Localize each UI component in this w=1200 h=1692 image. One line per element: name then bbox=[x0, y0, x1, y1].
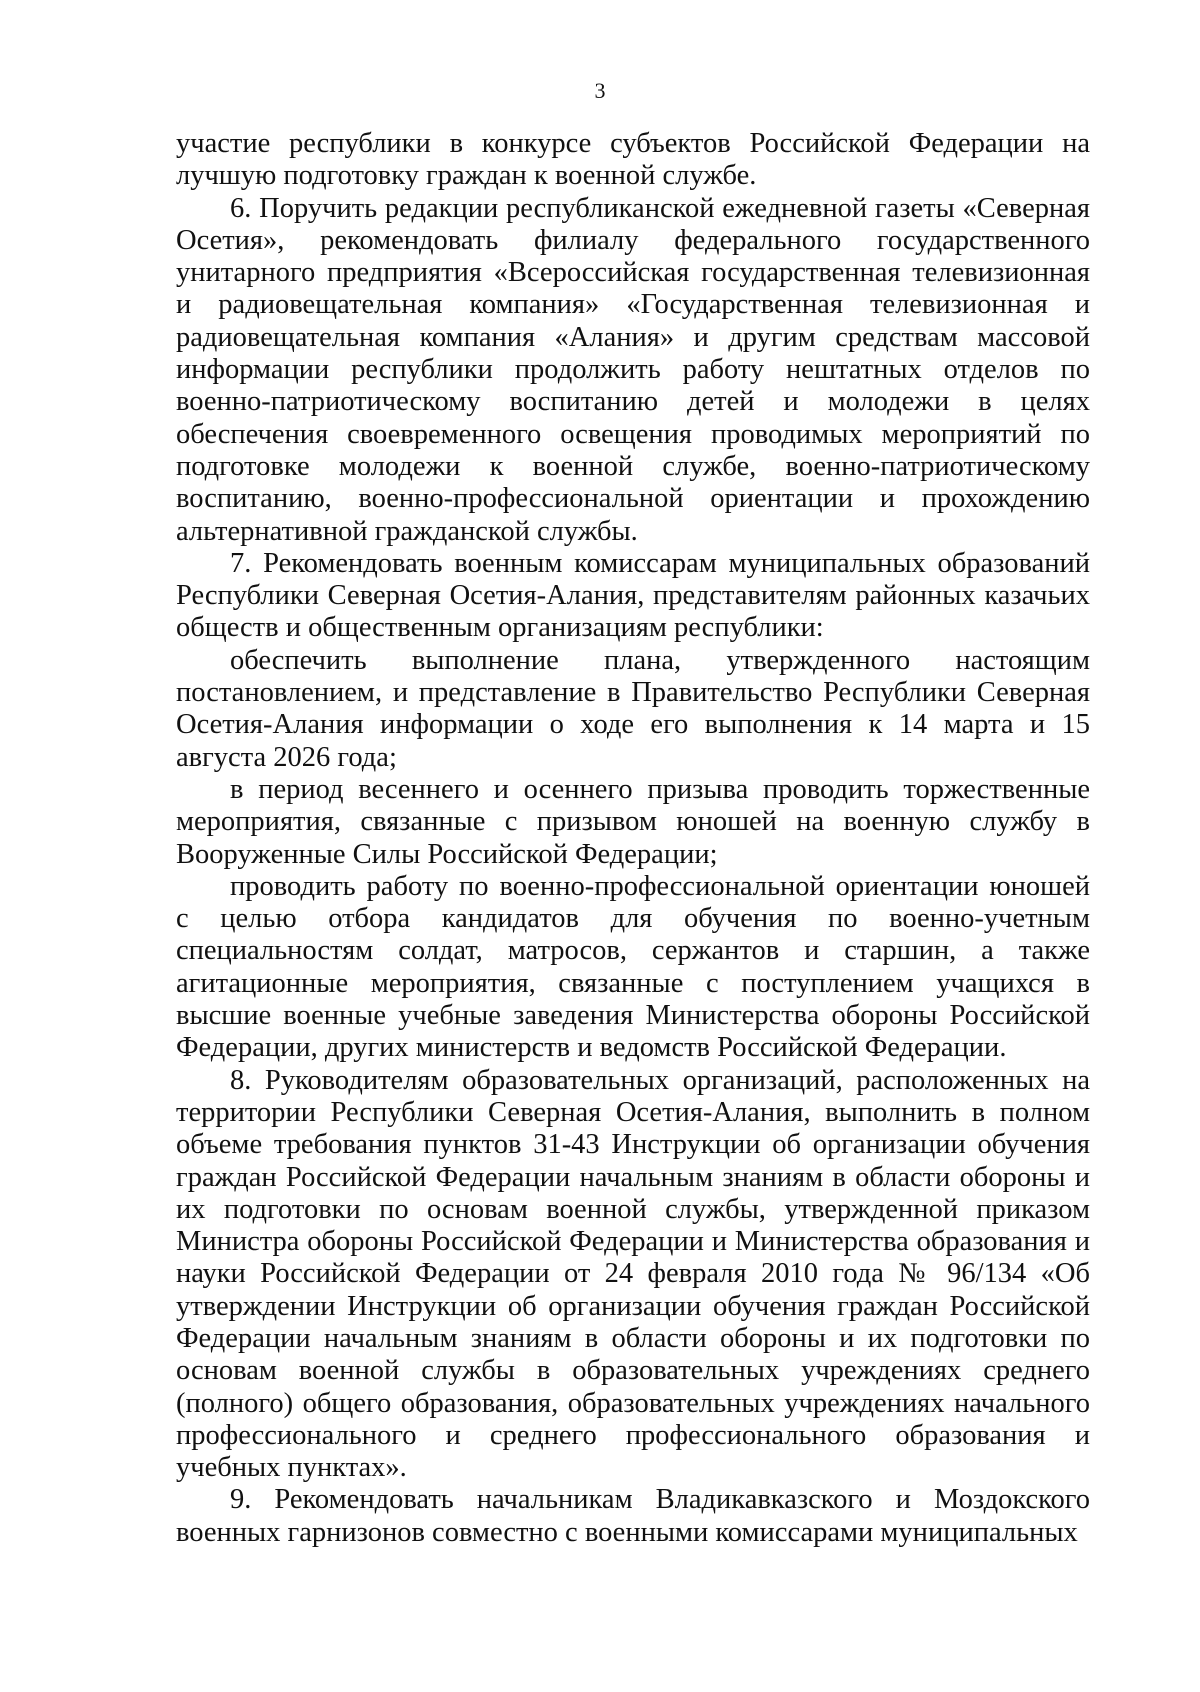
paragraph-item-6: 6. Поручить редакции республиканской ежедневной газеты «Северная Осетия», рекомендовать филиалу федерального государственного унитарного предприятия «Всероссийская государственная телевизионная и радиовещательная компания» «Государственная телевизионная и радиовещательная компания «Алания» и другим средствам массовой информации республики продолжить работу нештатных отделов по военно-патриотическому воспитанию детей и молодежи в целях обеспечения своевременного освещения проводимых мероприятий по подготовке молодежи к военной службе, военно-патриотическому воспитанию, военно-профессиональной ориентации и прохождению альтернативной гражданской службы. bbox=[176, 192, 1090, 547]
paragraph-item-8: 8. Руководителям образовательных организаций, расположенных на территории Республики Северная Осетия-Алания, выполнить в полном объеме требования пунктов 31-43 Инструкции об организации обучения граждан Российской Федерации начальным знаниям в области обороны и их подготовки по основам военной службы, утвержденной приказом Министра обороны Российской Федерации и Министерства образования и науки Российской Федерации от 24 февраля 2010 года № 96/134 «Об утверждении Инструкции об организации обучения граждан Российской Федерации начальным знаниям в области обороны и их подготовки по основам военной службы в образовательных учреждениях среднего (полного) общего образования, образовательных учреждениях начального профессионального и среднего профессионального образования и учебных пунктах». bbox=[176, 1064, 1090, 1484]
paragraph-item-7: 7. Рекомендовать военным комиссарам муниципальных образований Республики Северная Осетия-Алания, представителям районных казачьих обществ и общественным организациям республики: bbox=[176, 547, 1090, 644]
paragraph-item-7-sub-1: обеспечить выполнение плана, утвержденного настоящим постановлением, и представление в Правительство Республики Северная Осетия-Алания информации о ходе его выполнения к 14 марта и 15 августа 2026 года; bbox=[176, 644, 1090, 773]
paragraph-item-7-sub-3: проводить работу по военно-профессиональной ориентации юношей с целью отбора кандидатов для обучения по военно-учетным специальностям солдат, матросов, сержантов и старшин, а также агитационные мероприятия, связанные с поступлением учащихся в высшие военные учебные заведения Министерства обороны Российской Федерации, других министерств и ведомств Российской Федерации. bbox=[176, 870, 1090, 1064]
page-number: 3 bbox=[594, 78, 606, 103]
paragraph-item-9: 9. Рекомендовать начальникам Владикавказского и Моздокского военных гарнизонов совместно с военными комиссарами муниципальных bbox=[176, 1484, 1090, 1548]
paragraph-item-7-sub-2: в период весеннего и осеннего призыва проводить торжественные мероприятия, связанные с призывом юношей на военную службу в Вооруженные Силы Российской Федерации; bbox=[176, 773, 1090, 870]
document-body bbox=[176, 128, 1090, 1549]
paragraph-continuation: участие республики в конкурсе субъектов Российской Федерации на лучшую подготовку граждан к военной службе. bbox=[176, 128, 1090, 192]
